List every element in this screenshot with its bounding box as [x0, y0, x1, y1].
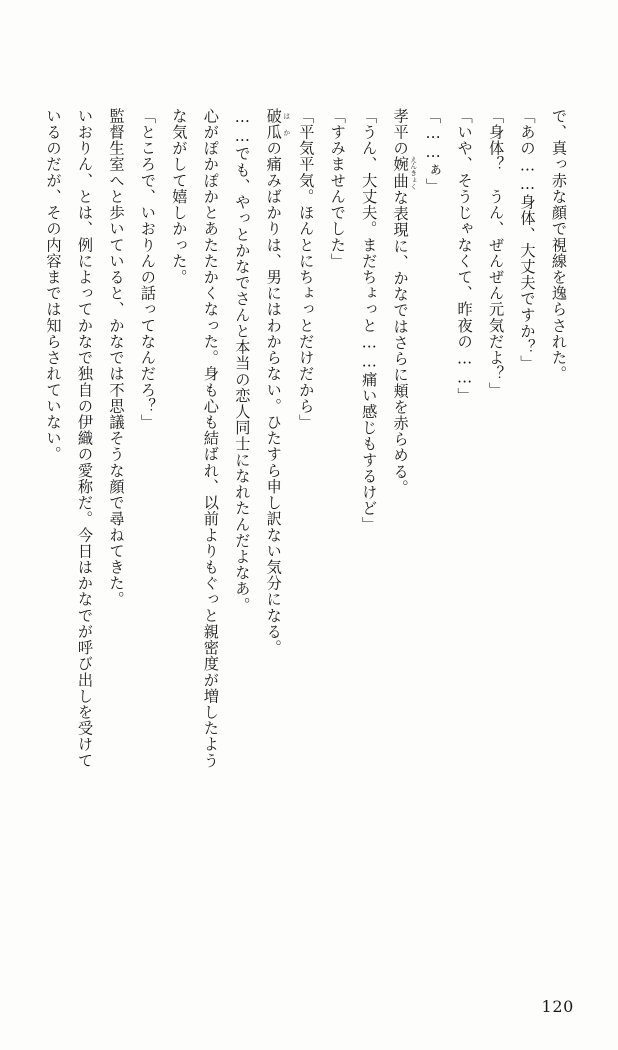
text-line: 「身体？ うん、ぜんぜん元気だよ？」	[487, 108, 506, 399]
text-line: な気がして嬉しかった。	[170, 108, 189, 286]
text-line: いおりん、とは、例によってかなで独自の伊織の愛称だ。今日はかなでが呼び出しを受けて	[75, 108, 94, 769]
page-number: 120	[541, 997, 574, 1016]
vertical-text-body	[44, 108, 574, 938]
text-line: ……でも、やっとかなでさんと本当の恋人同士になれたんだよなあ。	[233, 108, 252, 614]
text-line: 「……ぁ」	[424, 108, 443, 195]
text-line: 「あの……身体、大丈夫ですか？」	[518, 108, 537, 372]
text-line-with-ruby: 破瓜 はかの痛みばかりは、男にはわからない。ひたすら申し訳ない気分になる。	[264, 108, 290, 656]
text-line: で、真っ赤な顔で視線を逸らされた。	[550, 108, 568, 382]
text-line: 監督生室へと歩いていると、かなでは不思議そうな顔で尋ねてきた。	[107, 108, 126, 608]
text-line: 心がぽかぽかとあたたかくなった。身も心も結ばれ、以前よりもぐっと親密度が増したよう	[201, 108, 220, 769]
text-line-with-ruby: 孝平の婉曲 えんきょくな表現に、かなではさらに頬を赤らめる。	[391, 108, 417, 496]
text-line: 「すみませんでした」	[328, 108, 347, 270]
text-line: 「ところで、いおりんの話ってなんだろ？」	[138, 108, 157, 431]
text-line: いるのだが、その内容までは知らされていない。	[44, 108, 63, 463]
text-line: 「うん、大丈夫。まだちょっと……痛い感じもするけど」	[360, 108, 379, 533]
text-line: 「平気平気。ほんとにちょっとだけだから」	[297, 108, 316, 431]
ruby-haka: 破瓜 はか	[264, 108, 290, 141]
text-line: 「いや、そうじゃなくて、昨夜の……」	[455, 108, 474, 404]
ruby-enkyoku: 婉曲 えんきょく	[391, 155, 417, 191]
